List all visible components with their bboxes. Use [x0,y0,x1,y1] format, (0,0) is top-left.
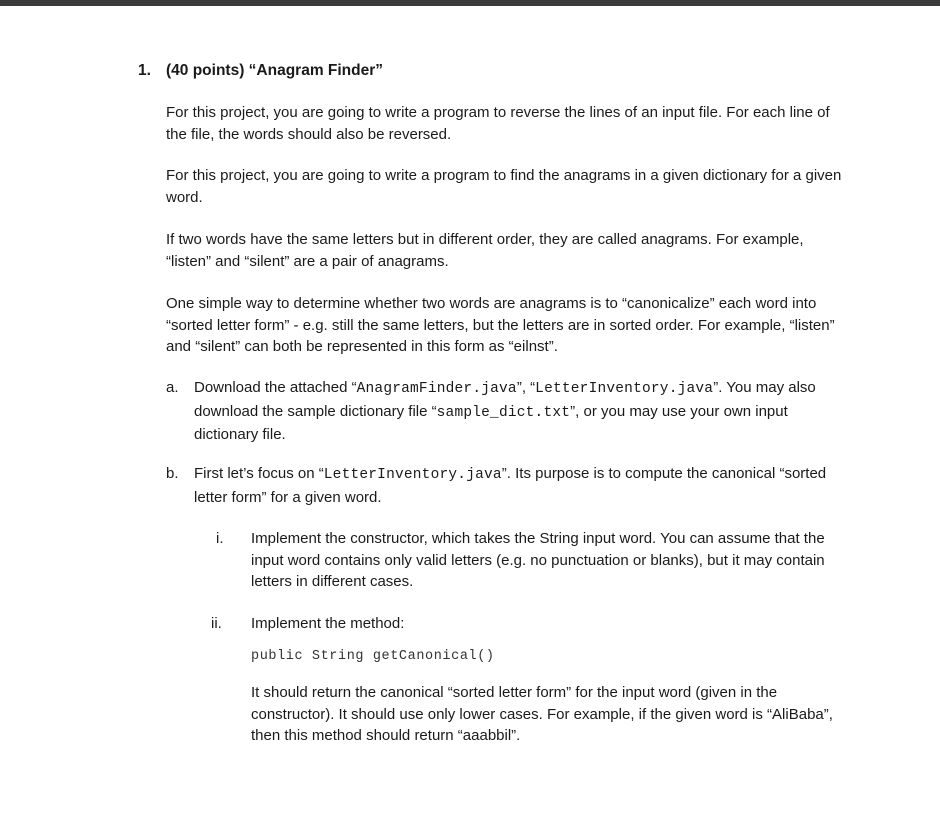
question-number: 1. [138,62,151,79]
intro-paragraph-1: For this project, you are going to write a program to reverse the lines of an input file. For each line of the file, the words should also be reversed. [166,104,830,143]
code-letterinventory-b: LetterInventory.java [323,467,502,483]
intro-paragraph-4: One simple way to determine whether two words are anagrams is to “canonicalize” each word into “sorted letter form” - e.g. still the same letters, but the letters are in sorted order. For example, “listen” and “silent” can both be represented in this form as “eilnst”. [166,295,835,355]
item-b-i-marker: i. [216,530,224,547]
item-b-ii-marker: ii. [211,615,222,632]
intro-paragraph-2: For this project, you are going to write a program to find the anagrams in a given dictionary for a given word. [166,167,842,206]
item-b-marker: b. [166,465,179,482]
code-sample-dict: sample_dict.txt [436,404,571,421]
item-b-ii-description: It should return the canonical “sorted letter form” for the input word (given in the constructor). It should use only lower cases. For example, if the given word is “AliBaba”, then this method should return “aaabbil”. [251,684,833,744]
intro-paragraph-3: If two words have the same letters but in different order, they are called anagrams. For example, “listen” and “silent” are a pair of anagrams. [166,231,804,270]
document-page [0,6,940,815]
item-a-text: Download the attached “AnagramFinder.java”, “LetterInventory.java”. You may also download the sample dictionary file “sample_dict.txt”, or you may use your own input dictionary file. [194,379,816,443]
item-b-ii-text: Implement the method: [251,615,405,632]
question-title: (40 points) “Anagram Finder” [166,62,384,79]
method-signature-code: public String getCanonical() [251,649,495,664]
item-b-i-text: Implement the constructor, which takes the String input word. You can assume that the input word contains only valid letters (e.g. no punctuation or blanks), but it may contain letters in different cases. [251,530,825,590]
item-a-marker: a. [166,379,179,396]
code-anagramfinder: AnagramFinder.java [356,381,517,397]
code-letterinventory: LetterInventory.java [535,381,714,397]
item-b-text: First let’s focus on “LetterInventory.java”. Its purpose is to compute the canonical “sorted letter form” for a given word. [194,465,827,506]
